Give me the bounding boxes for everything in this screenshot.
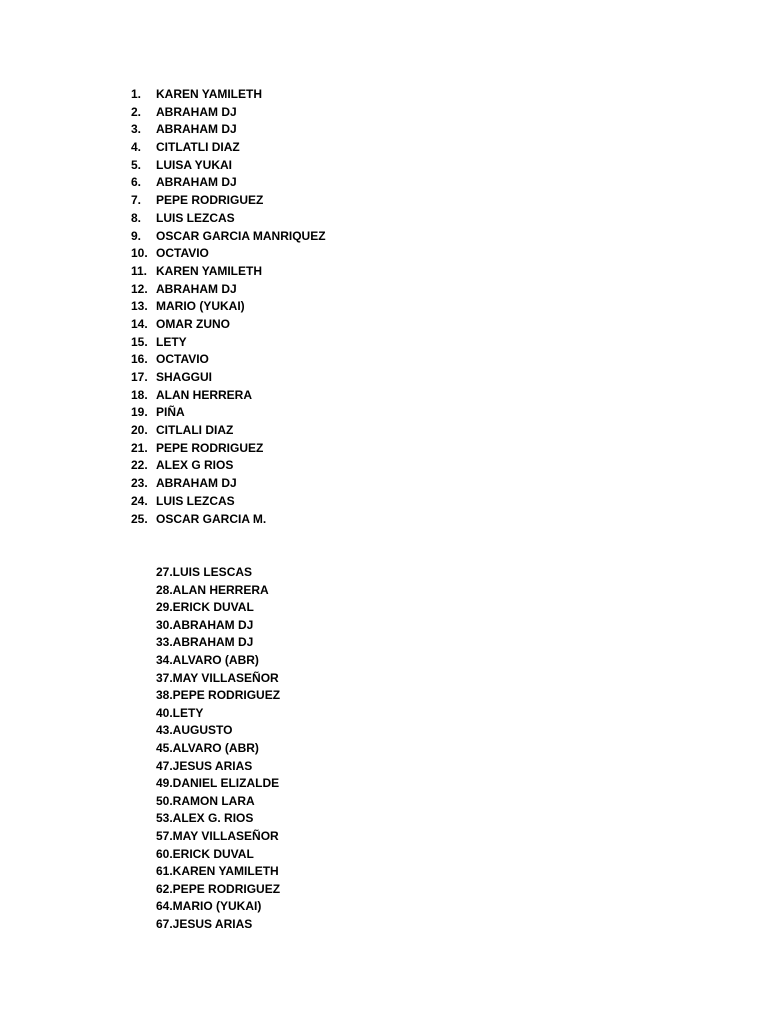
list-item: 49.DANIEL ELIZALDE xyxy=(156,776,280,791)
list-item-number: 15. xyxy=(131,334,148,349)
list-item-name: ABRAHAM DJ xyxy=(156,122,237,137)
list-item-name: MARIO (YUKAI) xyxy=(156,299,245,314)
list-item-number: 25. xyxy=(131,511,148,526)
list-item: 47.JESUS ARIAS xyxy=(156,758,253,773)
list-item: 28.ALAN HERRERA xyxy=(156,582,269,597)
list-item-number: 2. xyxy=(131,104,142,119)
list-item: 50.RAMON LARA xyxy=(156,793,255,808)
list-item-name: OSCAR GARCIA MANRIQUEZ xyxy=(156,228,326,243)
list-item xyxy=(131,404,326,422)
list-item-number: 5. xyxy=(131,157,142,172)
list-item-number: 20. xyxy=(131,423,148,438)
list-item: 29.ERICK DUVAL xyxy=(156,600,254,615)
list-item-name: LUIS LEZCAS xyxy=(156,493,235,508)
list-item xyxy=(131,263,326,281)
list-item xyxy=(131,493,326,511)
list-item-name: SHAGGUI xyxy=(156,370,213,384)
list-item: 43.AUGUSTO xyxy=(156,723,233,738)
list-item xyxy=(131,422,326,440)
list-item xyxy=(131,192,326,210)
list-item: 38.PEPE RODRIGUEZ xyxy=(156,688,281,703)
list-item xyxy=(131,369,326,387)
list-item xyxy=(131,245,326,263)
list-item xyxy=(131,298,326,316)
list-item xyxy=(131,228,326,246)
list-item xyxy=(131,316,326,334)
list-item-number: 4. xyxy=(131,140,142,155)
list-item-name: PEPE RODRIGUEZ xyxy=(156,440,264,455)
list-item-number: 6. xyxy=(131,175,142,190)
list-item-name: LUIS LEZCAS xyxy=(156,210,235,225)
list-item-name: CITLATLI DIAZ xyxy=(156,140,240,155)
list-item-name: CITLALI DIAZ xyxy=(156,423,234,438)
list-item xyxy=(131,174,326,192)
list-item-name: PIÑA xyxy=(156,405,185,420)
list-item-number: 16. xyxy=(131,352,148,367)
list-item-name: ALEX G RIOS xyxy=(156,458,234,473)
list-item: 30.ABRAHAM DJ xyxy=(156,617,254,632)
list-item-name: LUISA YUKAI xyxy=(156,157,233,172)
list-item-name: LETY xyxy=(156,334,187,349)
list-item-name: OSCAR GARCIA M. xyxy=(156,511,267,526)
list-item xyxy=(131,121,326,139)
list-item-number: 11. xyxy=(131,263,148,278)
list-item-number: 7. xyxy=(131,193,142,208)
list-item-number: 24. xyxy=(131,493,148,508)
list-item: 61.KAREN YAMILETH xyxy=(156,864,279,879)
list-item: 45.ALVARO (ABR) xyxy=(156,740,259,755)
list-item: 53.ALEX G. RIOS xyxy=(156,811,254,826)
list-item-name: OMAR ZUNO xyxy=(156,316,230,331)
list-item xyxy=(131,139,326,157)
list-item xyxy=(131,387,326,405)
list-item-number: 17. xyxy=(131,370,148,384)
list-item-number: 18. xyxy=(131,387,148,402)
list-item-name: ABRAHAM DJ xyxy=(156,104,237,119)
list-item xyxy=(131,511,326,529)
list-item-number: 19. xyxy=(131,405,148,420)
list-item xyxy=(131,440,326,458)
list-item: 27.LUIS LESCAS xyxy=(156,565,253,579)
list-item-name: OCTAVIO xyxy=(156,352,209,367)
list-item-number: 10. xyxy=(131,246,148,261)
second-name-list xyxy=(156,564,280,933)
list-item xyxy=(131,104,326,122)
list-item-number: 21. xyxy=(131,440,148,455)
list-item xyxy=(131,157,326,175)
list-item xyxy=(131,281,326,299)
list-item xyxy=(131,475,326,493)
list-item-name: KAREN YAMILETH xyxy=(156,263,263,278)
list-item: 33.ABRAHAM DJ xyxy=(156,635,254,650)
list-item-name: KAREN YAMILETH xyxy=(156,87,263,101)
list-item xyxy=(131,210,326,228)
list-item-number: 14. xyxy=(131,316,148,331)
list-item-number: 1. xyxy=(131,87,142,101)
list-item: 34.ALVARO (ABR) xyxy=(156,652,259,667)
list-item xyxy=(131,351,326,369)
list-item xyxy=(131,457,326,475)
list-item-number: 12. xyxy=(131,281,148,296)
list-item-number: 22. xyxy=(131,458,148,473)
numbered-name-list xyxy=(131,86,326,528)
list-item: 40.LETY xyxy=(156,705,204,720)
list-item-name: ALAN HERRERA xyxy=(156,387,252,402)
list-item-number: 9. xyxy=(131,228,142,243)
list-item-number: 8. xyxy=(131,210,142,225)
list-item: 62.PEPE RODRIGUEZ xyxy=(156,881,281,896)
list-item: 60.ERICK DUVAL xyxy=(156,846,254,861)
list-item-name: ABRAHAM DJ xyxy=(156,175,237,190)
list-item-name: PEPE RODRIGUEZ xyxy=(156,193,264,208)
list-item: 57.MAY VILLASEÑOR xyxy=(156,828,279,843)
list-item xyxy=(131,334,326,352)
list-item-number: 13. xyxy=(131,299,148,314)
list-item-number: 3. xyxy=(131,122,142,137)
list-item: 64.MARIO (YUKAI) xyxy=(156,899,262,914)
list-item-number: 23. xyxy=(131,476,148,491)
list-item: 67.JESUS ARIAS xyxy=(156,916,253,931)
list-item: 37.MAY VILLASEÑOR xyxy=(156,670,279,685)
list-item-name: OCTAVIO xyxy=(156,246,209,261)
list-item-name: ABRAHAM DJ xyxy=(156,476,237,491)
list-item-name: ABRAHAM DJ xyxy=(156,281,237,296)
list-item xyxy=(131,86,326,104)
